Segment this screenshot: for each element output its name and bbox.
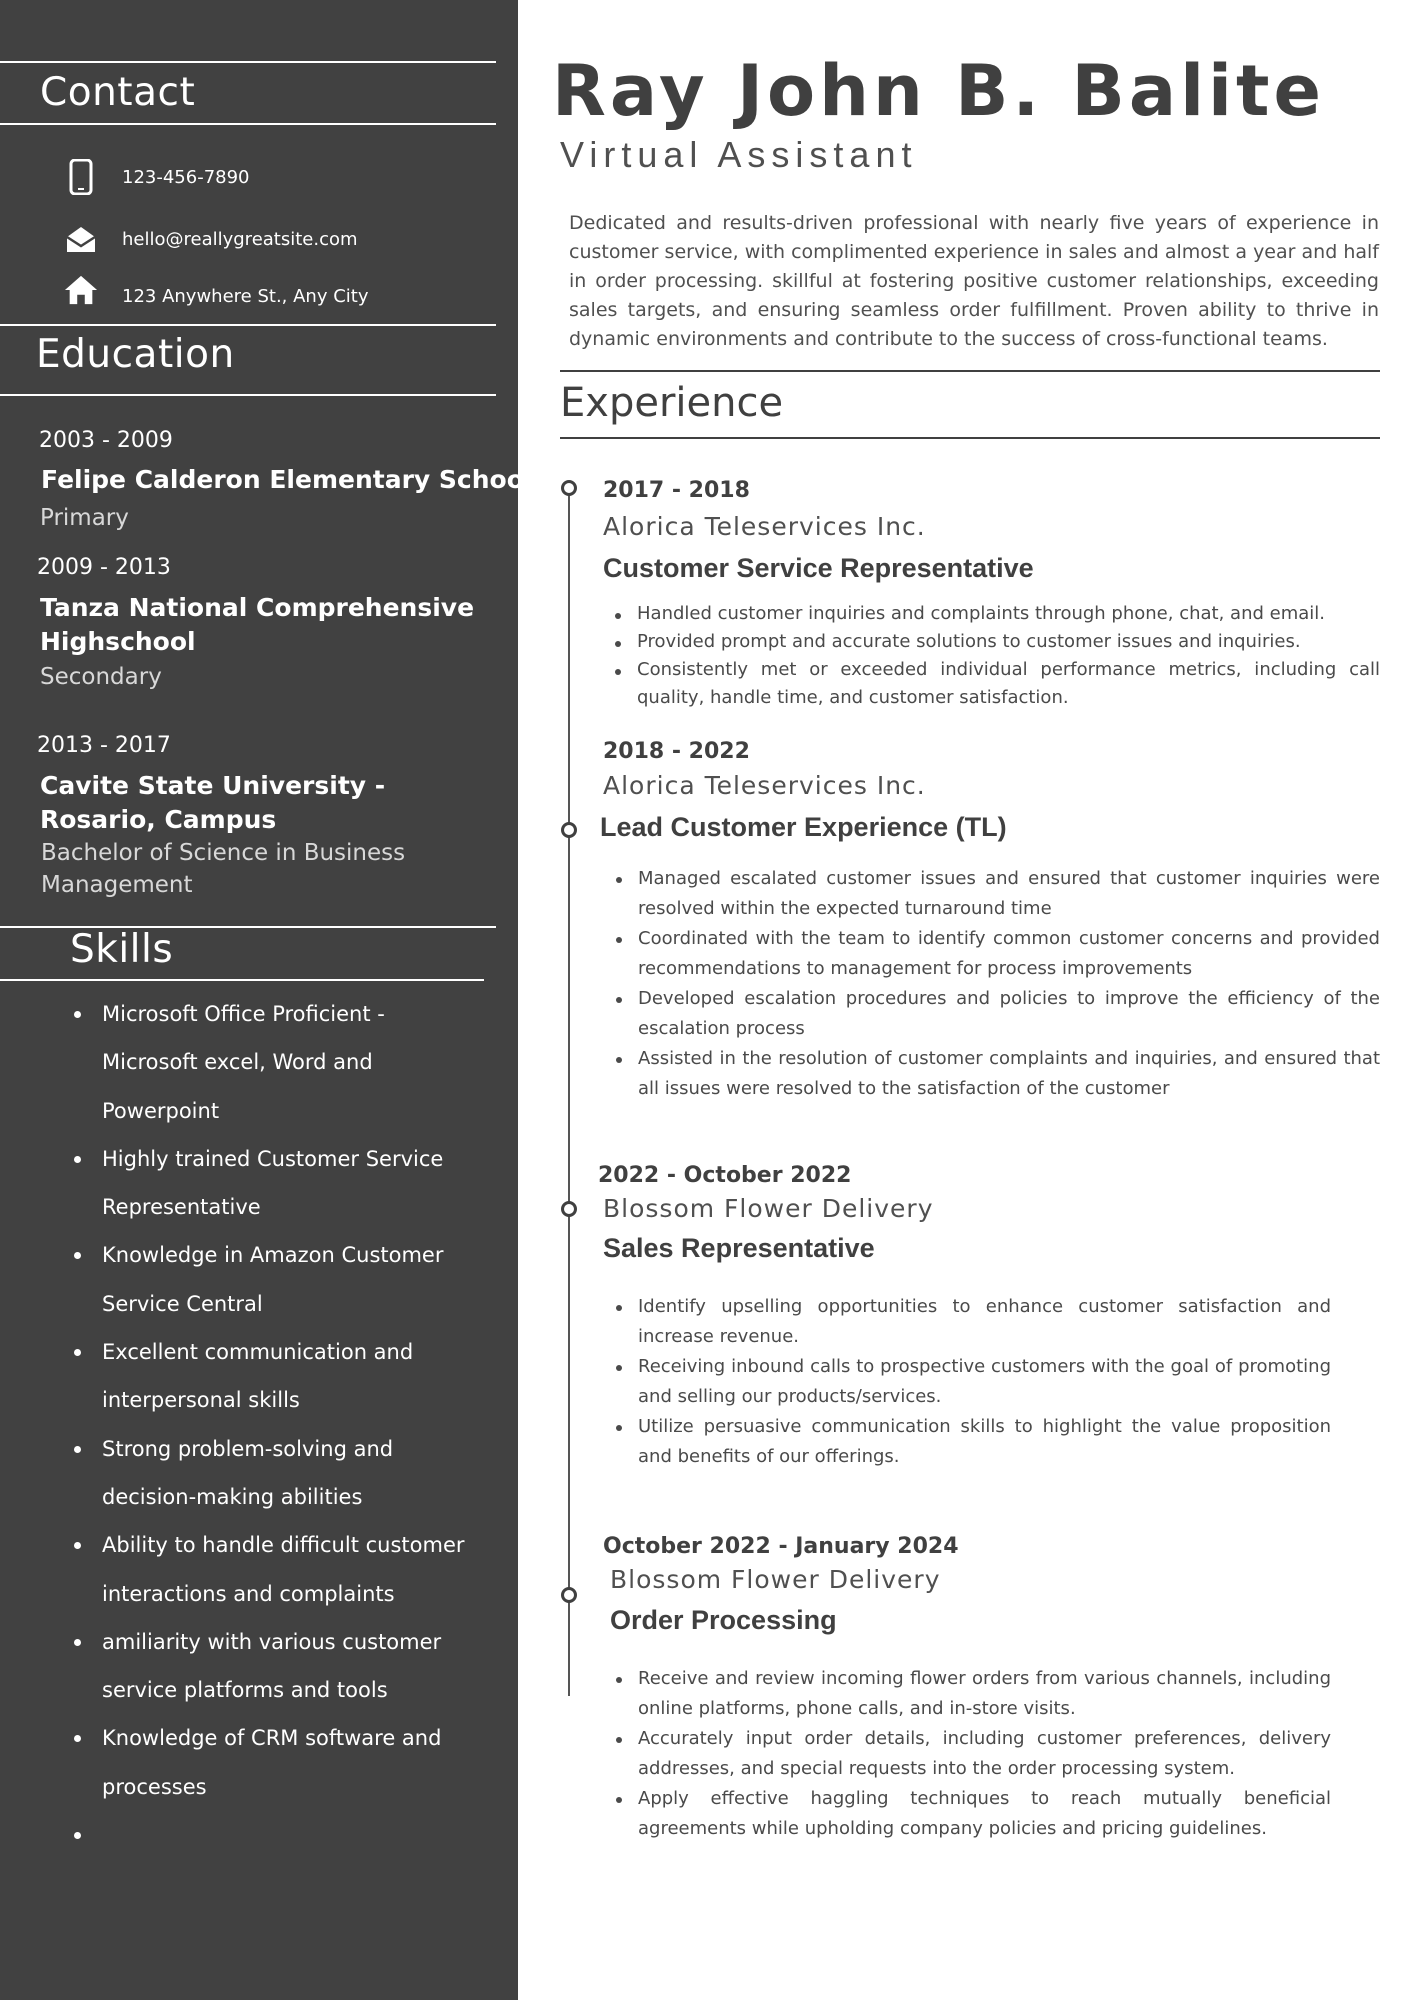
contact-address-row xyxy=(64,272,368,307)
skill-item: Ability to handle difficult customer interactions and complaints xyxy=(74,1521,474,1618)
education-school: Felipe Calderon Elementary School xyxy=(41,465,533,494)
timeline-node xyxy=(561,480,577,496)
skill-item: Knowledge in Amazon Customer Service Central xyxy=(74,1231,474,1328)
job-bullet: Receive and review incoming flower orders from various channels, including online platforms, phone calls, and in-store visits. xyxy=(610,1664,1331,1724)
job-bullet: Identify upselling opportunities to enhance customer satisfaction and increase revenue. xyxy=(610,1292,1331,1352)
timeline-node xyxy=(561,822,577,838)
job-bullet: Managed escalated customer issues and ensured that customer inquiries were resolved within the expected turnaround time xyxy=(610,864,1380,924)
skills-bottom-divider xyxy=(0,979,484,981)
job-bullets xyxy=(609,600,1380,712)
job-dates: October 2022 - January 2024 xyxy=(603,1534,959,1559)
skill-item: Highly trained Customer Service Representative xyxy=(74,1135,474,1232)
experience-heading: Experience xyxy=(560,380,784,426)
job-bullets xyxy=(610,1664,1331,1844)
experience-top-divider xyxy=(560,370,1380,372)
contact-heading: Contact xyxy=(40,70,196,115)
experience-bottom-divider xyxy=(560,437,1380,439)
job-company: Alorica Teleservices Inc. xyxy=(603,771,926,800)
phone-icon xyxy=(64,160,98,194)
education-heading: Education xyxy=(36,332,235,377)
skill-item: Excellent communication and interpersonal skills xyxy=(74,1328,474,1425)
job-company: Blossom Flower Delivery xyxy=(610,1565,941,1594)
skill-item: Microsoft Office Proficient - Microsoft excel, Word and Powerpoint xyxy=(74,990,474,1135)
contact-phone: 123-456-7890 xyxy=(122,166,250,188)
timeline-node xyxy=(561,1587,577,1603)
job-bullet: Utilize persuasive communication skills to highlight the value proposition and benefits of our offerings. xyxy=(610,1412,1331,1472)
contact-top-divider xyxy=(0,61,496,63)
job-dates: 2022 - October 2022 xyxy=(598,1163,852,1188)
envelope-icon xyxy=(64,222,98,256)
skill-item: Knowledge of CRM software and processes xyxy=(74,1714,474,1811)
skills-heading: Skills xyxy=(70,927,174,972)
job-title: Order Processing xyxy=(610,1605,837,1635)
education-level: Secondary xyxy=(40,664,162,690)
skill-item: amiliarity with various customer service platforms and tools xyxy=(74,1618,474,1715)
job-bullet: Accurately input order details, including customer preferences, delivery addresses, and special requests into the order processing system. xyxy=(610,1724,1331,1784)
job-title: Customer Service Representative xyxy=(603,553,1034,583)
skill-item: Strong problem-solving and decision-making abilities xyxy=(74,1425,474,1522)
job-bullets xyxy=(610,1292,1331,1472)
sidebar xyxy=(0,0,533,2000)
job-bullet: Assisted in the resolution of customer complaints and inquiries, and ensured that all issues were resolved to the satisfaction of the customer xyxy=(610,1044,1380,1104)
full-name: Ray John B. Balite xyxy=(552,50,1325,132)
job-bullet: Receiving inbound calls to prospective customers with the goal of promoting and selling our products/services. xyxy=(610,1352,1331,1412)
skills-list xyxy=(74,990,474,1859)
job-bullet: Coordinated with the team to identify common customer concerns and provided recommendations to management for process improvements xyxy=(610,924,1380,984)
skill-item-empty xyxy=(74,1811,474,1859)
education-years: 2013 - 2017 xyxy=(37,733,171,758)
contact-bottom-divider xyxy=(0,123,496,125)
contact-email-row xyxy=(64,222,358,256)
job-bullet: Provided prompt and accurate solutions to customer issues and inquiries. xyxy=(609,628,1380,656)
education-school: Tanza National Comprehensive Highschool xyxy=(40,593,475,656)
job-title: Sales Representative xyxy=(603,1233,875,1263)
education-years: 2003 - 2009 xyxy=(39,428,173,453)
home-icon xyxy=(64,273,98,307)
job-bullet: Developed escalation procedures and policies to improve the efficiency of the escalation process xyxy=(610,984,1380,1044)
timeline-node xyxy=(561,1201,577,1217)
job-company: Blossom Flower Delivery xyxy=(603,1194,934,1223)
contact-email: hello@reallygreatsite.com xyxy=(122,228,358,250)
job-bullets xyxy=(610,864,1380,1104)
education-years: 2009 - 2013 xyxy=(37,555,171,580)
job-bullet: Consistently met or exceeded individual performance metrics, including call quality, handle time, and customer satisfaction. xyxy=(609,656,1380,712)
job-bullet: Apply effective haggling techniques to reach mutually beneficial agreements while upholding company policies and pricing guidelines. xyxy=(610,1784,1331,1844)
education-level: Primary xyxy=(40,505,129,531)
education-bottom-divider xyxy=(0,394,496,396)
job-dates: 2018 - 2022 xyxy=(603,739,750,764)
contact-address: 123 Anywhere St., Any City xyxy=(122,286,369,307)
education-level: Bachelor of Science in Business Management xyxy=(41,840,406,898)
contact-phone-row xyxy=(64,160,250,194)
profile-summary: Dedicated and results-driven professional with nearly five years of experience in customer service, with complimented experience in sales and almost a year and half in order processing. skillful at fostering positive customer relationships, exceeding sales targets, and ensuring seamless order fulfillment. Proven ability to thrive in dynamic environments and contribute to the success of cross-functional teams. xyxy=(569,212,1379,350)
job-bullet: Handled customer inquiries and complaints through phone, chat, and email. xyxy=(609,600,1380,628)
job-dates: 2017 - 2018 xyxy=(603,478,750,503)
education-top-divider xyxy=(0,324,496,326)
job-title: Lead Customer Experience (TL) xyxy=(600,812,1007,842)
education-school: Cavite State University - Rosario, Campus xyxy=(40,771,386,834)
experience-timeline xyxy=(568,492,570,1696)
job-company: Alorica Teleservices Inc. xyxy=(603,512,926,541)
job-role: Virtual Assistant xyxy=(560,134,918,175)
